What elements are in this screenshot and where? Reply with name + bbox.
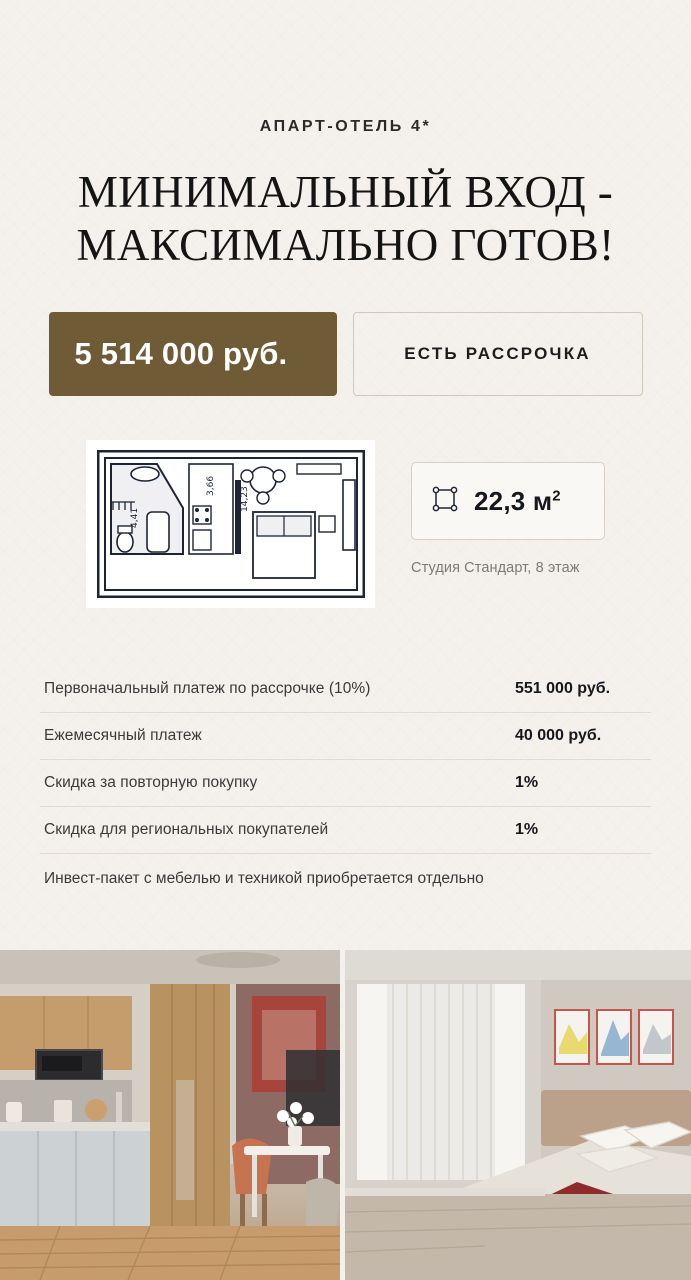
area-square-icon [432,486,458,517]
area-subtitle: Студия Стандарт, 8 этаж [411,560,580,577]
page-content [0,118,691,608]
fact-label: Ежемесячный платеж [44,727,202,745]
plan-dim-top: 3,66 [205,476,216,497]
area-value [474,486,561,517]
photo-kitchen [0,950,340,1280]
floorplan-drawing [97,450,365,598]
fact-label: Скидка за повторную покупку [44,774,258,792]
price-badge: 5 514 000 руб. [49,312,337,396]
headline-line-1: МИНИМАЛЬНЫЙ ВХОД - [77,167,614,217]
plan-dim-mid: 14,23 [239,486,250,513]
fact-label: Первоначальный платеж по рассрочке (10%) [44,680,371,698]
table-row [40,760,651,807]
page-title [46,166,645,272]
area-unit-sup: 2 [552,487,561,505]
table-row [40,666,651,713]
installment-badge[interactable]: ЕСТЬ РАССРОЧКА [353,312,643,396]
plan-row [46,440,645,608]
area-number: 22,3 м [474,485,553,516]
plan-dim-left: 4,41 [129,508,140,529]
facts-table [0,666,691,888]
area-column [411,440,605,576]
fact-value: 551 000 руб. [515,680,611,698]
photo-bedroom [345,950,691,1280]
price-row [46,312,645,396]
floorplan-card[interactable] [86,440,375,608]
photo-gallery [0,950,691,1280]
fact-label: Скидка для региональных покупателей [44,821,329,839]
eyebrow-label: АПАРТ-ОТЕЛЬ 4* [259,118,432,135]
photo-kitchen-art [0,950,340,1280]
table-row [40,713,651,760]
area-badge [411,462,605,540]
fact-value: 40 000 руб. [515,727,602,745]
photo-bedroom-art [345,950,691,1280]
fact-value: 1% [515,774,539,792]
facts-note: Инвест-пакет с мебелью и техникой приобретается отдельно [44,870,484,888]
table-row [40,807,651,854]
fact-value: 1% [515,821,539,839]
headline-line-2: МАКСИМАЛЬНО ГОТОВ! [76,220,615,271]
